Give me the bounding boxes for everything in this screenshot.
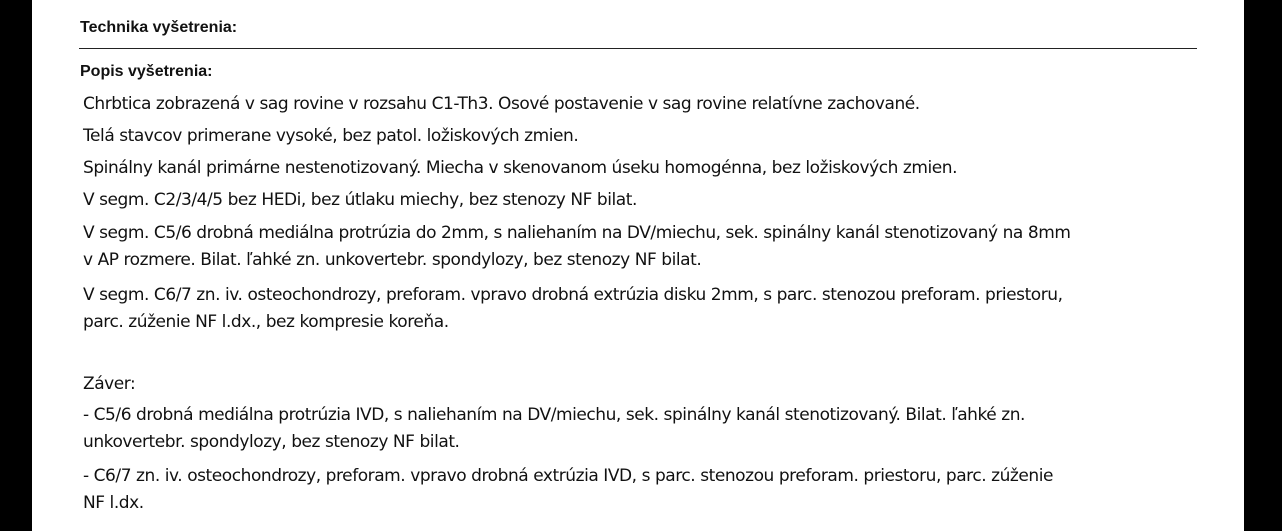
zaver-line-2: unkovertebr. spondylozy, bez stenozy NF bilat. [83, 432, 460, 452]
technika-heading: Technika vyšetrenia: [80, 19, 238, 36]
popis-line-1: Chrbtica zobrazená v sag rovine v rozsahu C1-Th3. Osové postavenie v sag rovine relatívne zachované. [83, 94, 920, 114]
zaver-line-1: - C5/6 drobná mediálna protrúzia IVD, s naliehaním na DV/miechu, sek. spinálny kanál stenotizovaný. Bilat. ľahké zn. [83, 405, 1025, 425]
popis-line-7: V segm. C6/7 zn. iv. osteochondrozy, preforam. vpravo drobná extrúzia disku 2mm, s parc. stenozou preforam. priestoru, [83, 285, 1063, 305]
zaver-line-3: - C6/7 zn. iv. osteochondrozy, preforam. vpravo drobná extrúzia IVD, s parc. stenozou preforam. priestoru, parc. zúženie [83, 466, 1054, 486]
popis-line-3: Spinálny kanál primárne nestenotizovaný. Miecha v skenovanom úseku homogénna, bez ložiskových zmien. [83, 158, 958, 178]
popis-line-5: V segm. C5/6 drobná mediálna protrúzia do 2mm, s naliehaním na DV/miechu, sek. spinálny kanál stenotizovaný na 8mm [83, 223, 1071, 243]
document-page [32, 0, 1244, 531]
section-divider [79, 48, 1197, 49]
popis-line-8: parc. zúženie NF l.dx., bez kompresie koreňa. [83, 312, 449, 332]
popis-line-2: Telá stavcov primerane vysoké, bez patol. ložiskových zmien. [83, 126, 579, 146]
zaver-heading: Záver: [83, 374, 136, 394]
zaver-line-4: NF l.dx. [83, 493, 144, 513]
popis-heading: Popis vyšetrenia: [80, 63, 213, 80]
popis-line-4: V segm. C2/3/4/5 bez HEDi, bez útlaku miechy, bez stenozy NF bilat. [83, 190, 637, 210]
popis-line-6: v AP rozmere. Bilat. ľahké zn. unkovertebr. spondylozy, bez stenozy NF bilat. [83, 250, 702, 270]
